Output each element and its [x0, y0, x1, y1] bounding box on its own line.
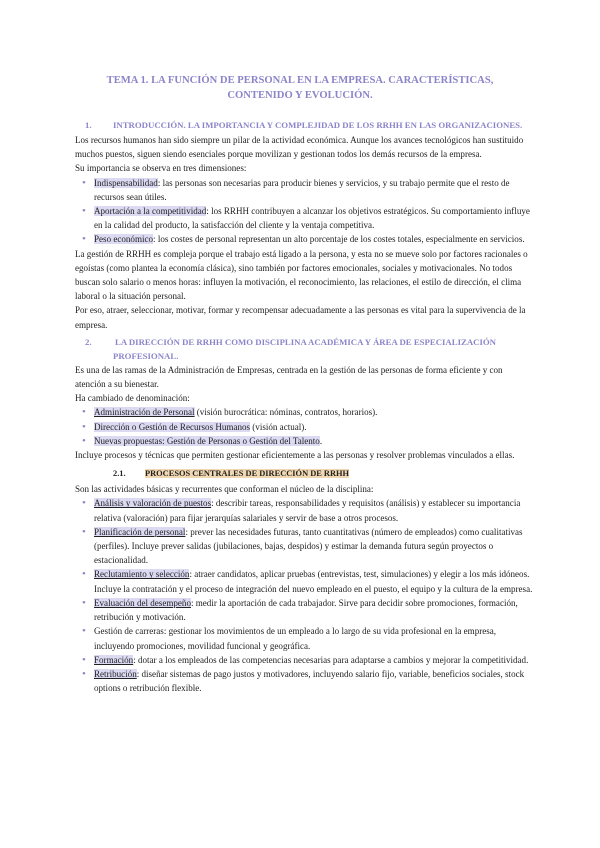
section-2-heading — [75, 335, 535, 349]
list-item-term: Retribución — [94, 668, 137, 679]
list-item-text: : dotar a los empleados de las competencias necesarias para adaptarse a cambios y mejorar la competitividad. — [133, 654, 529, 665]
list-item-term: Nuevas propuestas: Gestión de Personas o Gestión del Talento — [94, 435, 320, 446]
list-item — [75, 667, 535, 695]
list-item-term: Indispensabilidad — [94, 177, 158, 188]
list-item-text: : diseñar sistemas de pago justos y motivadores, incluyendo salario fijo, variable, beneficios sociales, stock options o retribución flexible. — [94, 668, 525, 694]
section-2-1-title: PROCESOS CENTRALES DE DIRECCIÓN DE RRHH — [145, 469, 350, 479]
list-item — [75, 567, 535, 595]
section-2-changed-lead: Ha cambiado de denominación: — [75, 393, 190, 404]
list-item-text: : los RRHH contribuyen a alcanzar los objetivos estratégicos. Su comportamiento influye en la calidad del producto, la satisfacción del cliente y la ventaja competitiva. — [94, 206, 530, 231]
list-item-term: Formación — [94, 654, 134, 665]
list-item-text: : prever las necesidades futuras, tanto cuantitativas (número de empleados) como cualitativas (perfiles). Incluye prever salidas (jubilaciones, bajas, despidos) y estimar la demanda futura según proyectos o estacionalidad. — [94, 526, 523, 566]
list-item — [75, 496, 535, 524]
title-line-1: TEMA 1. LA FUNCIÓN DE PERSONAL EN LA EMPRESA. CARACTERÍSTICAS, — [106, 75, 494, 86]
section-1-title: INTRODUCCIÓN. LA IMPORTANCIA Y COMPLEJIDAD DE LOS RRHH EN LAS ORGANIZACIONES. — [113, 120, 523, 130]
list-item — [75, 405, 535, 419]
list-item-term: Análisis y valoración de puestos — [94, 498, 212, 509]
section-1-intro: Los recursos humanos han sido siempre un pilar de la actividad económica. Aunque los avances tecnológicos han sustituido muchos puestos, siguen siendo esenciales porque movilizan y gestionan todos los demás recursos de la empresa. — [75, 135, 524, 160]
section-1-heading — [75, 118, 535, 132]
list-item — [75, 596, 535, 624]
list-item-term: Administración de Personal — [94, 407, 195, 418]
list-item-term: Peso económico — [94, 234, 154, 245]
section-2-1-bullet-list — [75, 496, 535, 695]
list-item-term: Gestión de carreras — [94, 626, 164, 637]
list-item-text: . — [319, 435, 323, 446]
list-item — [75, 176, 535, 204]
list-item-term: Planificación de personal — [94, 526, 186, 537]
list-item — [75, 525, 535, 568]
list-item-text: (visión burocrática: nóminas, contratos, horarios). — [194, 407, 378, 418]
list-item-text: : medir la aportación de cada trabajador. Sirve para decidir sobre promociones, formación, retribución y motivación. — [94, 597, 518, 623]
list-item-term: Reclutamiento y selección — [94, 569, 190, 580]
list-item-term: Evaluación del desempeño — [94, 597, 191, 608]
list-item-text: (visión actual). — [250, 421, 307, 432]
section-2-bullet-list — [75, 405, 535, 448]
list-item — [75, 624, 535, 652]
list-item-text: : atraer candidatos, aplicar pruebas (entrevistas, test, simulaciones) y elegir a los más idóneos. Incluye la contratación y el proceso de integración del nuevo empleado en el puesto, el equipo y la cultura de la empresa. — [94, 569, 533, 594]
section-1-dimensions-lead: Su importancia se observa en tres dimensiones: — [75, 163, 247, 174]
list-item-text: : gestionar los movimientos de un empleado a lo largo de su vida profesional en la empresa, incluyendo promociones, movilidad funcional y geográfica. — [94, 626, 497, 651]
section-2-number: 2. — [85, 336, 92, 347]
list-item-term: Dirección o Gestión de Recursos Humanos — [94, 421, 251, 432]
section-1-bullet-list — [75, 176, 535, 247]
section-1-conclusion: Por eso, atraer, seleccionar, motivar, formar y recompensar adecuadamente a las personas es vital para la supervivencia de la empresa. — [75, 305, 526, 330]
list-item — [75, 420, 535, 434]
title-line-2: CONTENIDO Y EVOLUCIÓN. — [227, 90, 373, 101]
list-item — [75, 232, 535, 246]
list-item — [75, 204, 535, 232]
document-body — [75, 118, 535, 695]
list-item-text: : las personas son necesarias para producir bienes y servicios, y su trabajo permite que el resto de recursos sean útiles. — [94, 177, 510, 202]
section-1-complexity: La gestión de RRHH es compleja porque el trabajo está ligado a la persona, y esta no se mueve solo por factores racionales o egoístas (como plantea la economía clásica), sino también por factores emocionales, sociales y motivacionales. No todos buscan solo salario o menos horas: influyen la motivación, el reconocimiento, las relaciones, el estilo de dirección, el clima laboral o la situación personal. — [75, 248, 528, 302]
section-2-title-line-1: LA DIRECCIÓN DE RRHH COMO DISCIPLINA ACADÉMICA Y ÁREA DE ESPECIALIZACIÓN — [115, 336, 497, 347]
section-2-intro: Es una de las ramas de la Administración de Empresas, centrada en la gestión de las personas de forma eficiente y con atención a su bienestar. — [75, 364, 503, 390]
section-2-1-intro: Son las actividades básicas y recurrentes que conforman el núcleo de la disciplina: — [75, 484, 374, 495]
section-2-1-heading — [75, 467, 535, 481]
section-1-number: 1. — [85, 120, 92, 130]
list-item-text: : describir tareas, responsabilidades y requisitos (análisis) y establecer su importancia relativa (valoración) para fijar jerarquías salariales y servir de base a otros procesos. — [94, 498, 521, 523]
list-item — [75, 653, 535, 667]
section-2-1-number: 2.1. — [113, 469, 126, 479]
section-2-heading-cont: PROFESIONAL. — [113, 350, 179, 361]
list-item-term: Aportación a la competitividad — [94, 206, 207, 217]
section-2-includes: Incluye procesos y técnicas que permiten gestionar eficientemente a las personas y resolver problemas vinculados a ellas. — [75, 450, 515, 461]
list-item — [75, 434, 535, 448]
list-item-text: : los costes de personal representan un alto porcentaje de los costes totales, especialmente en servicios. — [153, 234, 525, 245]
document-title — [60, 73, 540, 103]
